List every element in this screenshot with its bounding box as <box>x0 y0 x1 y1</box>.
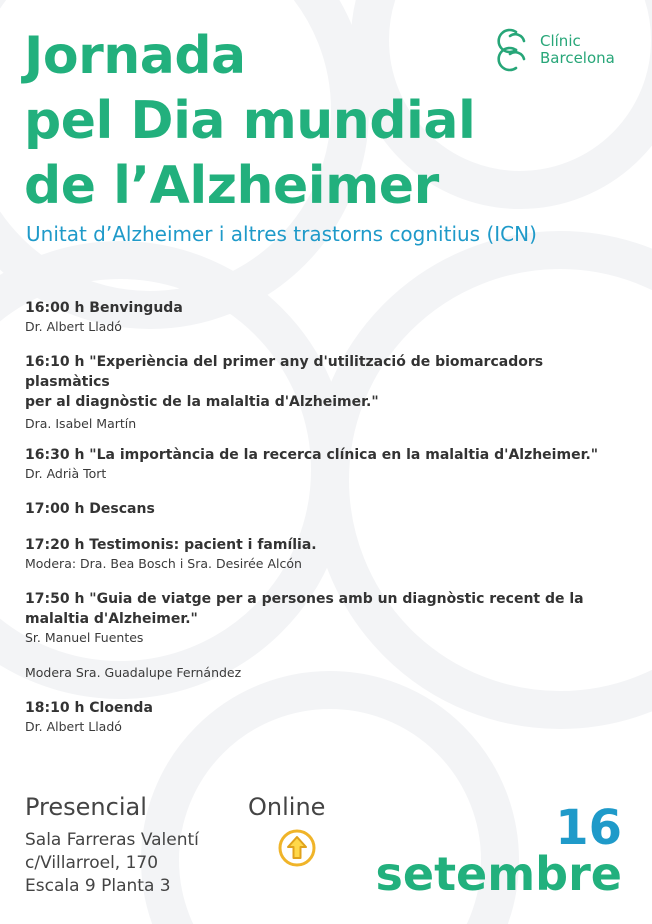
venue-line-2: c/Villarroel, 170 <box>25 853 159 873</box>
item-title: 18:10 h Cloenda <box>25 700 153 716</box>
item-speaker: Sr. Manuel Fuentes <box>25 630 144 645</box>
venue-line-1: Sala Farreras Valentí <box>25 830 199 850</box>
online-heading: Online <box>248 793 326 821</box>
item-title-line-2: malaltia d'Alzheimer." <box>25 611 198 627</box>
logo-line-1: Clínic <box>540 32 581 50</box>
date-day: 16 <box>555 800 622 856</box>
item-moderator: Modera Sra. Guadalupe Fernández <box>25 665 242 680</box>
item-speaker: Dr. Albert Lladó <box>25 319 122 334</box>
program-item <box>25 698 625 736</box>
item-title: 16:00 h Benvinguda <box>25 300 183 316</box>
venue-address <box>25 829 199 898</box>
item-speaker: Dra. Isabel Martín <box>25 416 137 431</box>
venue-line-3: Escala 9 Planta 3 <box>25 876 171 896</box>
item-speaker: Dr. Adrià Tort <box>25 466 107 481</box>
date-month: setembre <box>375 847 622 901</box>
title-line-2: pel Dia mundial <box>24 91 476 151</box>
event-title <box>24 24 584 219</box>
program-item <box>25 445 625 483</box>
program-list <box>25 298 625 736</box>
item-title-line-2: per al diagnòstic de la malaltia d'Alzheimer." <box>25 394 379 410</box>
venue-heading: Presencial <box>25 793 147 821</box>
logo-line-2: Barcelona <box>540 49 615 67</box>
item-title-line-1: 16:10 h "Experiència del primer any d'utilització de biomarcadors plasmàtics <box>25 354 544 390</box>
program-item <box>25 499 625 519</box>
item-speaker: Dr. Albert Lladó <box>25 719 122 734</box>
venue-block <box>25 793 199 898</box>
event-subtitle: Unitat d’Alzheimer i altres trastorns cognitius (ICN) <box>26 222 537 246</box>
program-item <box>25 589 625 647</box>
item-title: 16:30 h "La importància de la recerca clínica en la malaltia d'Alzheimer." <box>25 447 599 463</box>
program-item <box>25 535 625 573</box>
title-line-3: de l’Alzheimer <box>24 156 439 216</box>
item-moderator: Modera: Dra. Bea Bosch i Sra. Desirée Alcón <box>25 556 302 571</box>
title-line-1: Jornada <box>24 26 246 86</box>
item-title-line-1: 17:50 h "Guia de viatge per a persones amb un diagnòstic recent de la <box>25 591 584 607</box>
item-title: 17:00 h Descans <box>25 501 155 517</box>
item-title: 17:20 h Testimonis: pacient i família. <box>25 537 317 553</box>
arrow-up-circle-icon[interactable] <box>277 828 317 868</box>
program-item <box>25 298 625 336</box>
program-item <box>25 352 625 433</box>
